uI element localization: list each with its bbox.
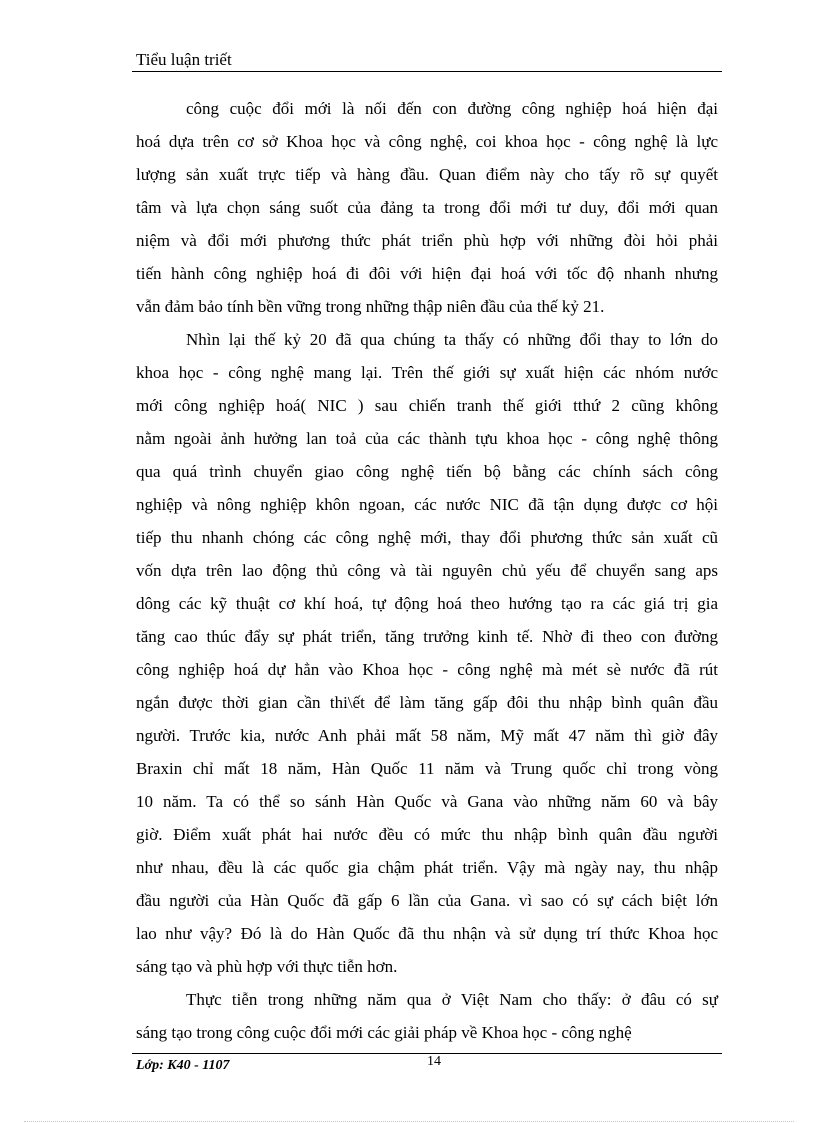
text-line: dông các kỹ thuật cơ khí hoá, tự động hoá theo hướng tạo ra các giá trị gia	[136, 594, 718, 613]
text-line: lao như vậy? Đó là do Hàn Quốc đã thu nhận và sử dụng trí thức Khoa học	[136, 924, 718, 943]
footer-class-label: Lớp: K40 - 1107	[136, 1058, 230, 1073]
text-line: hoá dựa trên cơ sở Khoa học và công nghệ, coi khoa học - công nghệ là lực	[136, 132, 718, 151]
text-line: người. Trước kia, nước Anh phải mất 58 năm, Mỹ mất 47 năm thì giờ đây	[136, 726, 718, 745]
page-bottom-dotted-border	[24, 1121, 794, 1122]
text-line: giờ. Điểm xuất phát hai nước đều có mức thu nhập bình quân đầu người	[136, 825, 718, 844]
text-line: nằm ngoài ảnh hưởng lan toả của các thành tựu khoa học - công nghệ thông	[136, 429, 718, 448]
text-line: Braxin chỉ mất 18 năm, Hàn Quốc 11 năm và Trung quốc chỉ trong vòng	[136, 759, 718, 778]
paragraph-1	[136, 92, 718, 323]
text-line: sáng tạo và phù hợp với thực tiễn hơn.	[136, 957, 398, 976]
text-line: tâm và lựa chọn sáng suốt của đảng ta trong đổi mới tư duy, đổi mới quan	[136, 198, 718, 217]
text-line: tiếp thu nhanh chóng các công nghệ mới, thay đổi phương thức sản xuất cũ	[136, 528, 718, 547]
text-line: Thực tiễn trong những năm qua ở Việt Nam cho thấy: ở đâu có sự	[186, 990, 718, 1009]
text-line: tiến hành công nghiệp hoá đi đôi với hiện đại hoá với tốc độ nhanh nhưng	[136, 264, 718, 283]
text-line: sáng tạo trong công cuộc đổi mới các giải pháp về Khoa học - công nghệ	[136, 1023, 632, 1042]
text-line: vẫn đảm bảo tính bền vững trong những thập niên đầu của thế kỷ 21.	[136, 297, 605, 316]
paragraph-3	[136, 983, 718, 1049]
text-line: đầu người của Hàn Quốc đã gấp 6 lần của Gana. vì sao có sự cách biệt lớn	[136, 891, 718, 910]
text-line: công cuộc đổi mới là nối đến con đường công nghiệp hoá hiện đại	[186, 99, 718, 118]
text-line: niệm và đổi mới phương thức phát triển phù hợp với những đòi hỏi phải	[136, 231, 718, 250]
header-rule	[132, 71, 722, 72]
text-line: tăng cao thúc đẩy sự phát triển, tăng trưởng kinh tế. Nhờ đi theo con đường	[136, 627, 718, 646]
text-line: 10 năm. Ta có thể so sánh Hàn Quốc và Gana vào những năm 60 và bây	[136, 792, 718, 811]
text-line: công nghiệp hoá dự hẳn vào Khoa học - công nghệ mà mét sè nước đã rút	[136, 660, 718, 679]
text-line: Nhìn lại thế kỷ 20 đã qua chúng ta thấy có những đổi thay to lớn do	[186, 330, 718, 349]
text-line: ngắn được thời gian cần thi\ết để làm tăng gấp đôi thu nhập bình quân đầu	[136, 693, 718, 712]
text-line: vốn dựa trên lao động thủ công và tài nguyên chủ yếu để chuyển sang aps	[136, 561, 718, 580]
document-body	[136, 92, 718, 1049]
page-number: 14	[427, 1054, 441, 1069]
paragraph-2	[136, 323, 718, 983]
text-line: như nhau, đều là các quốc gia chậm phát triển. Vậy mà ngày nay, thu nhập	[136, 858, 718, 877]
text-line: khoa học - công nghệ mang lại. Trên thế giới sự xuất hiện các nhóm nước	[136, 363, 718, 382]
header-title: Tiểu luận triết	[136, 50, 232, 69]
text-line: nghiệp và nông nghiệp khôn ngoan, các nước NIC đã tận dụng được cơ hội	[136, 495, 718, 514]
text-line: lượng sản xuất trực tiếp và hàng đầu. Quan điểm này cho tấy rõ sự quyết	[136, 165, 718, 184]
text-line: mới công nghiệp hoá( NIC ) sau chiến tranh thế giới tthứ 2 cũng không	[136, 396, 718, 415]
text-line: qua quá trình chuyển giao công nghệ tiến bộ bằng các chính sách công	[136, 462, 718, 481]
